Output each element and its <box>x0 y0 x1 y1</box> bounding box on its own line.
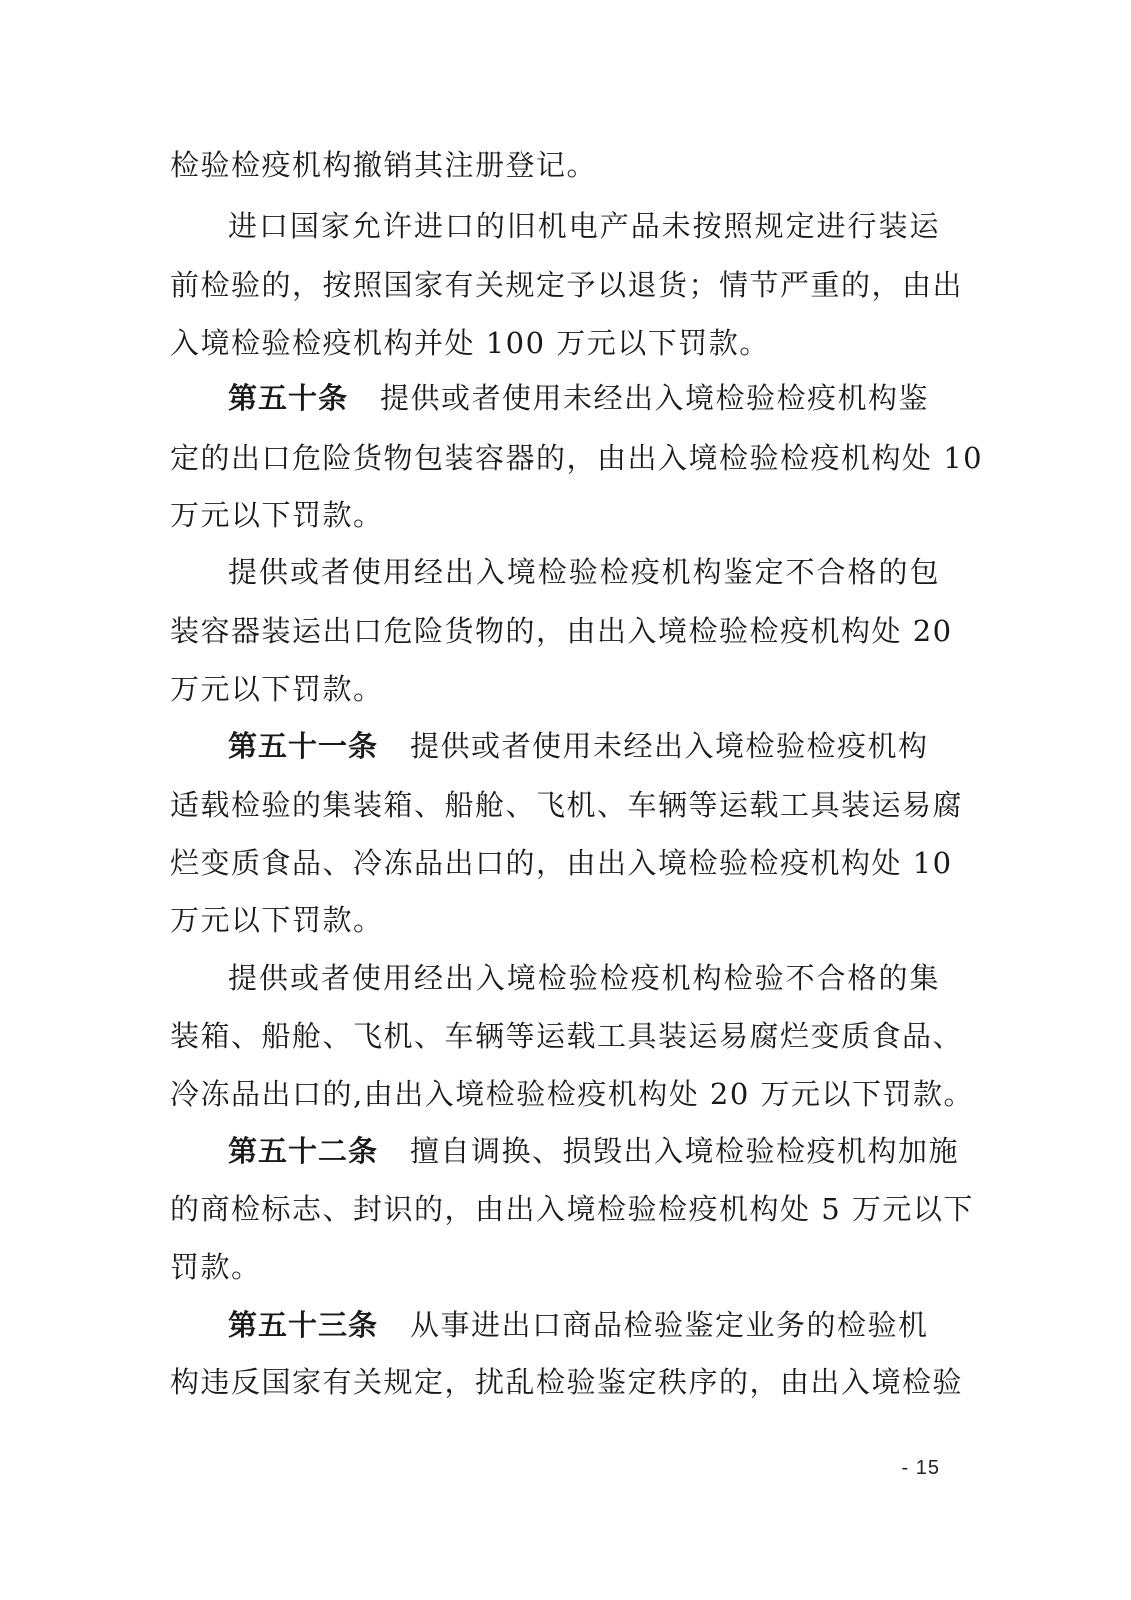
text-line: 提供或者使用经出入境检验检疫机构鉴定不合格的包 <box>228 555 940 589</box>
text-line: 的商检标志、封识的，由出入境检验检疫机构处 5 万元以下 <box>170 1192 974 1226</box>
text-line: 万元以下罚款。 <box>170 903 384 937</box>
article-52-line <box>228 1131 960 1171</box>
text-line: 检验检疫机构撤销其注册登记。 <box>170 148 598 182</box>
text-line: 装箱、船舱、飞机、车辆等运载工具装运易腐烂变质食品、 <box>170 1019 964 1053</box>
article-50-line <box>228 378 940 418</box>
article-label-50: 第五十条 <box>228 381 349 415</box>
text-line: 适载检验的集装箱、船舱、飞机、车辆等运载工具装运易腐 <box>170 788 964 822</box>
article-label-53: 第五十三条 <box>228 1308 379 1342</box>
text-line: 万元以下罚款。 <box>170 672 384 706</box>
text-line: 万元以下罚款。 <box>170 498 384 532</box>
article-50-text: 提供或者使用未经出入境检验检疫机构鉴 <box>380 381 930 415</box>
article-53-line <box>228 1305 940 1345</box>
text-line: 罚款。 <box>170 1250 262 1284</box>
text-line: 前检验的，按照国家有关规定予以退货；情节严重的，由出 <box>170 268 964 302</box>
text-line: 定的出口危险货物包装容器的，由出入境检验检疫机构处 10 <box>170 441 984 475</box>
text-line: 装容器装运出口危险货物的，由出入境检验检疫机构处 20 <box>170 614 953 648</box>
text-line: 入境检验检疫机构并处 100 万元以下罚款。 <box>170 326 770 360</box>
text-line: 进口国家允许进口的旧机电产品未按照规定进行装运 <box>228 209 940 243</box>
article-label-52: 第五十二条 <box>228 1134 379 1168</box>
article-label-51: 第五十一条 <box>228 729 379 763</box>
article-51-text: 提供或者使用未经出入境检验检疫机构 <box>410 729 929 763</box>
article-51-line <box>228 726 940 766</box>
text-line: 提供或者使用经出入境检验检疫机构检验不合格的集 <box>228 961 940 995</box>
article-52-text: 擅自调换、损毁出入境检验检疫机构加施 <box>410 1134 960 1168</box>
text-line: 烂变质食品、冷冻品出口的，由出入境检验检疫机构处 10 <box>170 846 953 880</box>
article-53-text: 从事进出口商品检验鉴定业务的检验机 <box>410 1308 929 1342</box>
text-line: 冷冻品出口的,由出入境检验检疫机构处 20 万元以下罚款。 <box>170 1077 975 1111</box>
page-number: - 15 <box>901 1457 940 1479</box>
text-line: 构违反国家有关规定，扰乱检验鉴定秩序的，由出入境检验 <box>170 1365 964 1399</box>
